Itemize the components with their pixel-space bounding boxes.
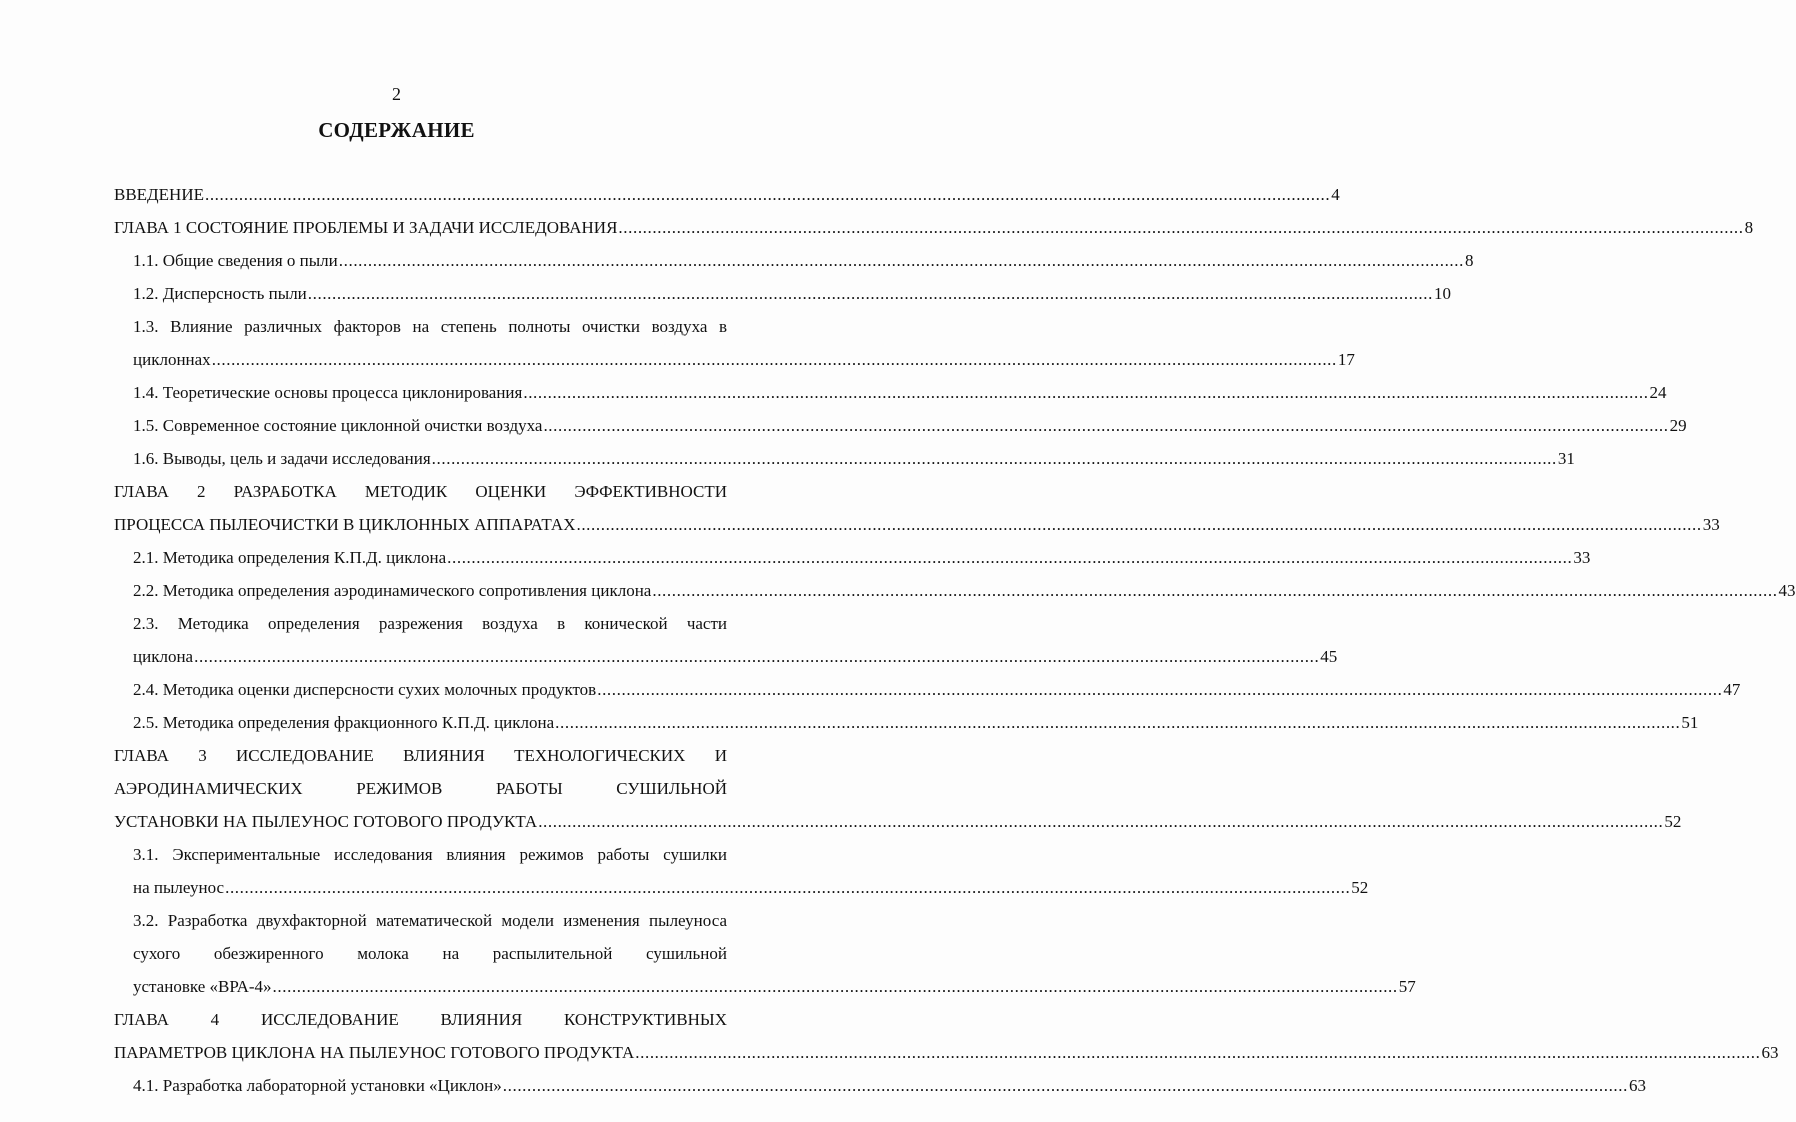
dot-leader — [523, 376, 1648, 409]
toc-entry[interactable] — [133, 673, 1741, 706]
dot-leader — [273, 970, 1398, 1003]
toc-entry[interactable] — [114, 1003, 1779, 1069]
toc-entry-title: ВВЕДЕНИЕ — [114, 185, 204, 204]
toc-entry-line — [133, 442, 1575, 475]
toc-entry-title: ПАРАМЕТРОВ ЦИКЛОНА НА ПЫЛЕУНОС ГОТОВОГО ПРОДУКТА — [114, 1043, 635, 1062]
toc-entry-title: 1.6. Выводы, цель и задачи исследования — [133, 449, 431, 468]
dot-leader — [543, 409, 1668, 442]
toc-entry[interactable] — [114, 178, 1340, 211]
toc-page-number: 29 — [1669, 416, 1687, 435]
dot-leader — [194, 640, 1319, 673]
dot-leader — [339, 244, 1464, 277]
toc-page-number: 17 — [1337, 350, 1355, 369]
toc-entry[interactable] — [133, 1069, 1646, 1102]
toc-page-number: 33 — [1573, 548, 1591, 567]
toc-entry-title: 1.5. Современное состояние циклонной очистки воздуха — [133, 416, 543, 435]
toc-entry[interactable] — [133, 244, 1474, 277]
toc-entry-text: 2.3. Методика определения разрежения воздуха в конической части — [133, 614, 727, 633]
toc-entry[interactable] — [114, 739, 1682, 838]
page-number: 2 — [392, 84, 401, 104]
toc-page-number: 45 — [1320, 647, 1338, 666]
toc-entry-line — [133, 640, 1338, 673]
toc-entry[interactable] — [133, 442, 1575, 475]
toc-entry[interactable] — [114, 475, 1720, 541]
toc-entry-title: установке «ВРА-4» — [133, 977, 272, 996]
toc-page-number: 51 — [1681, 713, 1699, 732]
toc-entry-title: 1.4. Теоретические основы процесса циклонирования — [133, 383, 523, 402]
toc-entry-line — [133, 871, 1369, 904]
dot-leader — [576, 508, 1701, 541]
toc-entry-title: УСТАНОВКИ НА ПЫЛЕУНОС ГОТОВОГО ПРОДУКТА — [114, 812, 538, 831]
toc-entry-line — [133, 376, 1667, 409]
dot-leader — [447, 541, 1572, 574]
toc-entry-text: ГЛАВА 4 ИССЛЕДОВАНИЕ ВЛИЯНИЯ КОНСТРУКТИВНЫХ — [114, 1010, 727, 1029]
toc-entry-title: ПРОЦЕССА ПЫЛЕОЧИСТКИ В ЦИКЛОННЫХ АППАРАТАХ — [114, 515, 576, 534]
dot-leader — [205, 178, 1330, 211]
toc-page-number: 8 — [1744, 218, 1754, 237]
toc-page-number: 43 — [1778, 581, 1796, 600]
toc-entry-line — [114, 508, 1720, 541]
toc-entry-line — [114, 211, 1754, 244]
toc-entry[interactable] — [133, 574, 1796, 607]
toc-entry-text: 3.2. Разработка двухфакторной математической модели изменения пылеуноса сухого обезжиренного молока на распылительной сушильной — [133, 911, 727, 963]
toc-entry-line — [133, 541, 1591, 574]
toc-entry-text: ГЛАВА 2 РАЗРАБОТКА МЕТОДИК ОЦЕНКИ ЭФФЕКТИВНОСТИ — [114, 482, 727, 501]
toc-entry-line — [114, 1036, 1779, 1069]
dot-leader — [212, 343, 1337, 376]
toc-entry-title: 2.2. Методика определения аэродинамического сопротивления циклона — [133, 581, 652, 600]
toc-entry[interactable] — [114, 211, 1754, 244]
toc-entry[interactable] — [133, 838, 1369, 904]
toc-page-number: 63 — [1761, 1043, 1779, 1062]
toc-entry-line — [133, 706, 1699, 739]
toc-page-number: 8 — [1464, 251, 1474, 270]
toc-entry-text: 1.3. Влияние различных факторов на степень полноты очистки воздуха в — [133, 317, 727, 336]
toc-entry-title: циклоннах — [133, 350, 211, 369]
dot-leader — [618, 211, 1743, 244]
toc-page-number: 24 — [1649, 383, 1667, 402]
toc-entry[interactable] — [133, 904, 1416, 1003]
toc-entry[interactable] — [133, 409, 1687, 442]
toc-entry-title: на пылеунос — [133, 878, 225, 897]
dot-leader — [225, 871, 1350, 904]
toc-page-number: 4 — [1331, 185, 1340, 204]
dot-leader — [503, 1069, 1628, 1102]
toc-page-number: 47 — [1723, 680, 1741, 699]
toc-entry-line — [133, 277, 1451, 310]
toc-entry-line — [114, 178, 1340, 211]
toc-entry-title: 2.1. Методика определения К.П.Д. циклона — [133, 548, 447, 567]
toc-entry-title: циклона — [133, 647, 194, 666]
toc-entry-line — [133, 970, 1416, 1003]
toc-page-number: 63 — [1628, 1076, 1646, 1095]
toc-entry[interactable] — [133, 376, 1667, 409]
toc-entry-line — [133, 244, 1474, 277]
toc-page-number: 33 — [1702, 515, 1720, 534]
toc-page-number: 31 — [1557, 449, 1575, 468]
toc-entry-title: ГЛАВА 1 СОСТОЯНИЕ ПРОБЛЕМЫ И ЗАДАЧИ ИССЛЕДОВАНИЯ — [114, 218, 618, 237]
toc-entry-text: ГЛАВА 3 ИССЛЕДОВАНИЕ ВЛИЯНИЯ ТЕХНОЛОГИЧЕСКИХ И АЭРОДИНАМИЧЕСКИХ РЕЖИМОВ РАБОТЫ СУШИЛЬНОЙ — [114, 746, 727, 798]
dot-leader — [652, 574, 1777, 607]
toc-entry-text: 3.1. Экспериментальные исследования влияния режимов работы сушилки — [133, 845, 727, 864]
toc-entry[interactable] — [133, 310, 1355, 376]
toc-entry-line — [133, 409, 1687, 442]
toc-entry-line — [133, 574, 1796, 607]
toc-entry-line — [133, 673, 1741, 706]
dot-leader — [538, 805, 1663, 838]
toc-page-number: 10 — [1433, 284, 1451, 303]
dot-leader — [555, 706, 1680, 739]
toc-page-number: 57 — [1398, 977, 1416, 996]
toc-entry-title: 1.2. Дисперсность пыли — [133, 284, 307, 303]
toc-entry[interactable] — [133, 607, 1338, 673]
toc-entry-title: 2.4. Методика оценки дисперсности сухих молочных продуктов — [133, 680, 597, 699]
toc-entry-line — [114, 805, 1682, 838]
dot-leader — [635, 1036, 1760, 1069]
toc-entry-title: 4.1. Разработка лабораторной установки «Циклон» — [133, 1076, 502, 1095]
toc-entry-line — [133, 1069, 1646, 1102]
table-of-contents — [114, 178, 1796, 1102]
toc-entry-line — [133, 343, 1355, 376]
dot-leader — [432, 442, 1557, 475]
toc-page-number: 52 — [1351, 878, 1369, 897]
dot-leader — [597, 673, 1722, 706]
toc-page-number: 52 — [1664, 812, 1682, 831]
toc-entry[interactable] — [133, 277, 1451, 310]
toc-entry-title: 2.5. Методика определения фракционного К.П.Д. циклона — [133, 713, 555, 732]
toc-entry[interactable] — [133, 541, 1591, 574]
page-title: СОДЕРЖАНИЕ — [318, 118, 475, 142]
dot-leader — [308, 277, 1433, 310]
toc-entry[interactable] — [133, 706, 1699, 739]
toc-entry-title: 1.1. Общие сведения о пыли — [133, 251, 338, 270]
